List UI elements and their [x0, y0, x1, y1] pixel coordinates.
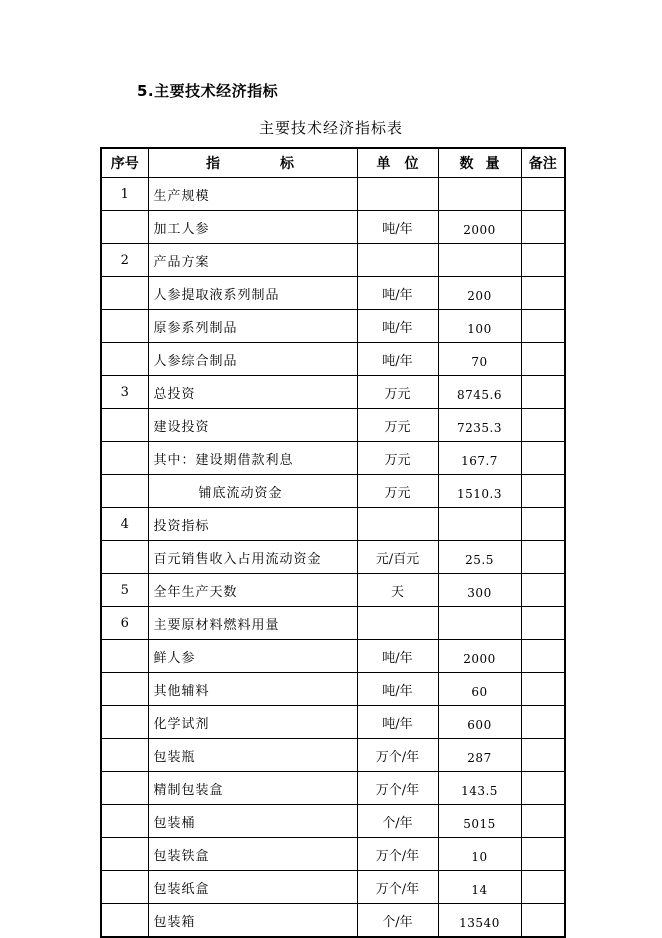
unit-cell: 万元	[357, 475, 438, 508]
table-row	[101, 409, 565, 442]
seq-cell: 3	[101, 376, 148, 409]
seq-cell	[101, 772, 148, 805]
note-cell	[521, 244, 565, 277]
unit-cell: 万元	[357, 442, 438, 475]
note-cell	[521, 706, 565, 739]
table-body	[101, 178, 565, 938]
quantity-cell: 200	[438, 277, 521, 310]
note-cell	[521, 673, 565, 706]
note-cell	[521, 508, 565, 541]
table-row	[101, 805, 565, 838]
unit-cell: 天	[357, 574, 438, 607]
quantity-cell: 8745.6	[438, 376, 521, 409]
seq-cell	[101, 805, 148, 838]
quantity-cell: 1510.3	[438, 475, 521, 508]
note-cell	[521, 211, 565, 244]
table-row	[101, 772, 565, 805]
unit-cell: 个/年	[357, 904, 438, 938]
table-row	[101, 211, 565, 244]
header-unit: 单位	[357, 148, 438, 178]
indicator-cell: 投资指标	[148, 508, 357, 541]
note-cell	[521, 442, 565, 475]
indicator-cell: 人参提取液系列制品	[148, 277, 357, 310]
table-row	[101, 904, 565, 938]
indicator-cell: 铺底流动资金	[148, 475, 357, 508]
indicator-cell: 精制包装盒	[148, 772, 357, 805]
note-cell	[521, 343, 565, 376]
quantity-cell: 167.7	[438, 442, 521, 475]
table-title: 主要技术经济指标表	[258, 119, 403, 137]
indicator-cell: 生产规模	[148, 178, 357, 211]
table-row	[101, 706, 565, 739]
seq-cell: 5	[101, 574, 148, 607]
note-cell	[521, 871, 565, 904]
unit-cell: 吨/年	[357, 277, 438, 310]
unit-cell: 万个/年	[357, 871, 438, 904]
note-cell	[521, 574, 565, 607]
note-cell	[521, 541, 565, 574]
indicator-cell: 总投资	[148, 376, 357, 409]
header-seq: 序号	[101, 148, 148, 178]
unit-cell	[357, 607, 438, 640]
indicator-cell: 全年生产天数	[148, 574, 357, 607]
table-row	[101, 673, 565, 706]
table-row	[101, 244, 565, 277]
header-quantity: 数量	[438, 148, 521, 178]
indicator-cell: 包装瓶	[148, 739, 357, 772]
quantity-cell: 60	[438, 673, 521, 706]
quantity-cell: 5015	[438, 805, 521, 838]
table-row	[101, 640, 565, 673]
indicator-cell: 加工人参	[148, 211, 357, 244]
indicator-cell: 产品方案	[148, 244, 357, 277]
header-indicator: 指标	[148, 148, 357, 178]
unit-cell: 万个/年	[357, 772, 438, 805]
table-row	[101, 277, 565, 310]
quantity-cell: 70	[438, 343, 521, 376]
note-cell	[521, 376, 565, 409]
unit-cell: 个/年	[357, 805, 438, 838]
indicator-cell: 包装箱	[148, 904, 357, 938]
quantity-cell	[438, 244, 521, 277]
indicator-cell: 化学试剂	[148, 706, 357, 739]
table-row	[101, 310, 565, 343]
quantity-cell: 287	[438, 739, 521, 772]
note-cell	[521, 772, 565, 805]
note-cell	[521, 475, 565, 508]
quantity-cell	[438, 508, 521, 541]
quantity-cell: 100	[438, 310, 521, 343]
note-cell	[521, 640, 565, 673]
quantity-cell	[438, 607, 521, 640]
table-row	[101, 574, 565, 607]
table-header-row	[101, 148, 565, 178]
seq-cell	[101, 409, 148, 442]
unit-cell: 吨/年	[357, 310, 438, 343]
seq-cell	[101, 640, 148, 673]
quantity-cell: 25.5	[438, 541, 521, 574]
indicator-cell: 鲜人参	[148, 640, 357, 673]
note-cell	[521, 838, 565, 871]
quantity-cell: 600	[438, 706, 521, 739]
indicator-cell: 其他辅料	[148, 673, 357, 706]
table-row	[101, 376, 565, 409]
quantity-cell: 2000	[438, 211, 521, 244]
seq-cell	[101, 706, 148, 739]
note-cell	[521, 409, 565, 442]
indicator-cell: 百元销售收入占用流动资金	[148, 541, 357, 574]
unit-cell	[357, 244, 438, 277]
unit-cell: 吨/年	[357, 211, 438, 244]
seq-cell	[101, 739, 148, 772]
unit-cell: 万元	[357, 409, 438, 442]
seq-cell: 2	[101, 244, 148, 277]
indicator-cell: 主要原材料燃料用量	[148, 607, 357, 640]
seq-cell: 4	[101, 508, 148, 541]
indicator-cell: 其中：建设期借款利息	[148, 442, 357, 475]
seq-cell	[101, 475, 148, 508]
note-cell	[521, 739, 565, 772]
quantity-cell: 143.5	[438, 772, 521, 805]
unit-cell: 吨/年	[357, 343, 438, 376]
quantity-cell	[438, 178, 521, 211]
seq-cell	[101, 211, 148, 244]
indicator-cell: 人参综合制品	[148, 343, 357, 376]
seq-cell	[101, 310, 148, 343]
note-cell	[521, 277, 565, 310]
header-note: 备注	[521, 148, 565, 178]
unit-cell: 吨/年	[357, 706, 438, 739]
indicator-cell: 建设投资	[148, 409, 357, 442]
unit-cell: 吨/年	[357, 640, 438, 673]
unit-cell	[357, 508, 438, 541]
quantity-cell: 7235.3	[438, 409, 521, 442]
note-cell	[521, 178, 565, 211]
table-row	[101, 343, 565, 376]
indicator-cell: 原参系列制品	[148, 310, 357, 343]
seq-cell: 1	[101, 178, 148, 211]
seq-cell	[101, 838, 148, 871]
table-row	[101, 838, 565, 871]
indicator-cell: 包装纸盒	[148, 871, 357, 904]
indicator-cell: 包装桶	[148, 805, 357, 838]
unit-cell	[357, 178, 438, 211]
table-row	[101, 508, 565, 541]
unit-cell: 万个/年	[357, 739, 438, 772]
quantity-cell: 2000	[438, 640, 521, 673]
quantity-cell: 13540	[438, 904, 521, 938]
table-row	[101, 541, 565, 574]
table-row	[101, 475, 565, 508]
note-cell	[521, 904, 565, 938]
table-row	[101, 607, 565, 640]
indicator-cell: 包装铁盒	[148, 838, 357, 871]
seq-cell	[101, 541, 148, 574]
table-row	[101, 739, 565, 772]
seq-cell	[101, 673, 148, 706]
quantity-cell: 10	[438, 838, 521, 871]
seq-cell	[101, 871, 148, 904]
seq-cell	[101, 277, 148, 310]
unit-cell: 元/百元	[357, 541, 438, 574]
table-row	[101, 871, 565, 904]
unit-cell: 万元	[357, 376, 438, 409]
quantity-cell: 14	[438, 871, 521, 904]
seq-cell	[101, 343, 148, 376]
note-cell	[521, 310, 565, 343]
seq-cell	[101, 904, 148, 938]
seq-cell	[101, 442, 148, 475]
unit-cell: 吨/年	[357, 673, 438, 706]
seq-cell: 6	[101, 607, 148, 640]
note-cell	[521, 805, 565, 838]
note-cell	[521, 607, 565, 640]
table-row	[101, 442, 565, 475]
table-row	[101, 178, 565, 211]
section-heading: 5.主要技术经济指标	[137, 82, 279, 100]
indicators-table	[100, 147, 566, 938]
quantity-cell: 300	[438, 574, 521, 607]
unit-cell: 万个/年	[357, 838, 438, 871]
